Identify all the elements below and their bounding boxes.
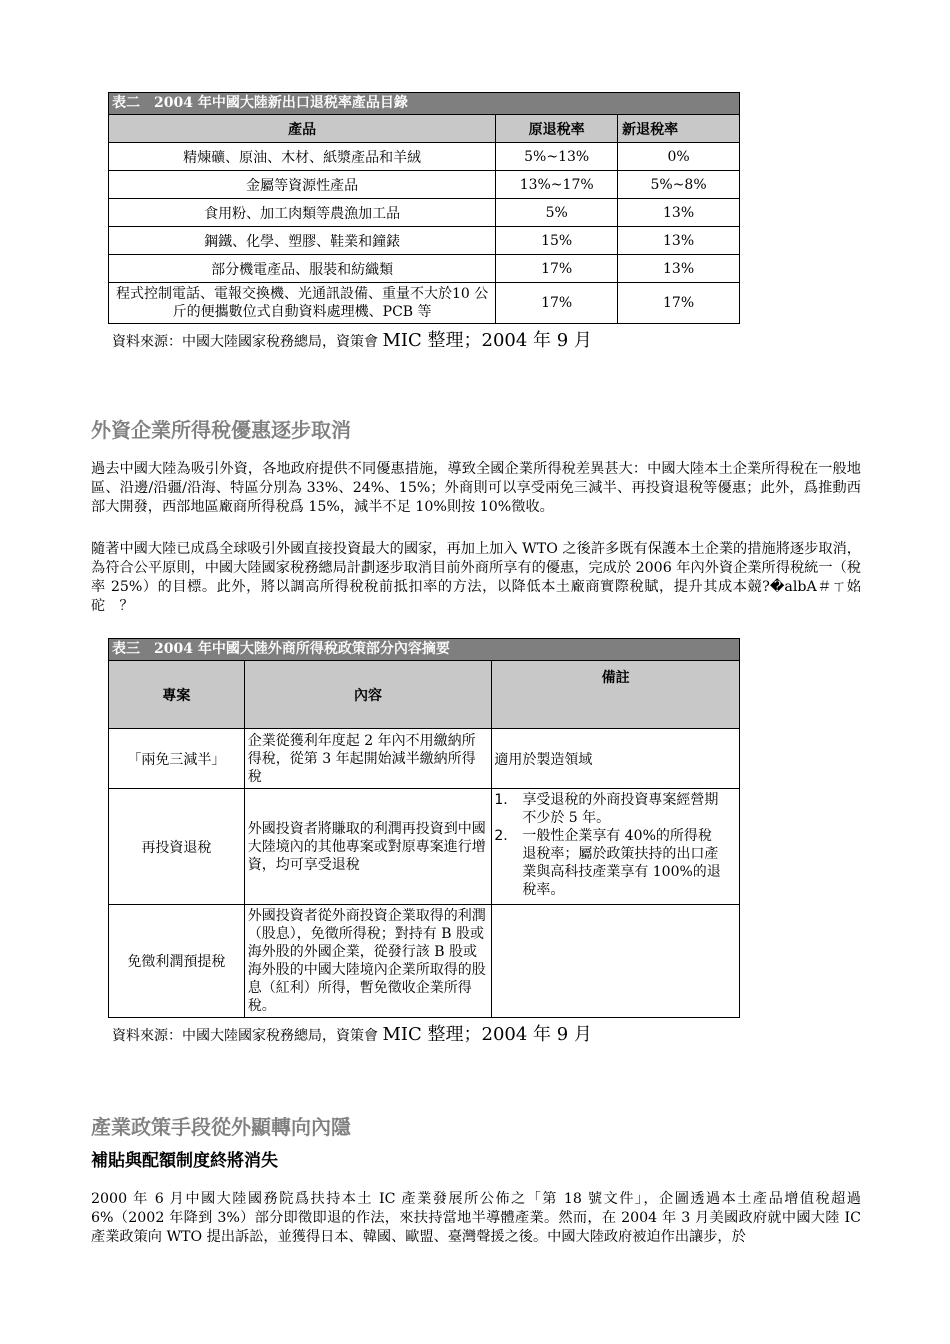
- body-paragraph: 過去中國大陸為吸引外資，各地政府提供不同優惠措施，導致全國企業所得稅差異甚大：中國大陸本土企業所得稅在一般地區、沿邊/沿疆/沿海、特區分別為 33%、24%、15%；外商則可以享受兩免三減半、再投資退稅等優惠；此外，爲推動西部大開發，西部地區廠商所得稅爲 15%，減半不足 10%則按 10%徵收。: [91, 461, 861, 515]
- table-cell: 17%: [496, 255, 618, 283]
- table-cell: 再投資退稅: [109, 789, 245, 905]
- table-cell: 17%: [496, 283, 618, 324]
- list-item: [492, 791, 725, 827]
- table-cell: 免徵利潤預提稅: [109, 905, 245, 1018]
- column-header: 原退稅率: [496, 115, 618, 143]
- list-number: 1.: [494, 792, 508, 808]
- table-cell: [492, 789, 740, 905]
- subsection-heading: 補貼與配額制度終將消失: [91, 1151, 278, 1171]
- table-cell: 鋼鐵、化學、塑膠、鞋業和鐘錶: [109, 227, 496, 255]
- table-cell: [492, 905, 740, 1018]
- table-cell: 5%~13%: [496, 143, 618, 171]
- table-cell: 食用粉、加工肉類等農漁加工品: [109, 199, 496, 227]
- source-suffix: MIC 整理；2004 年 9 月: [382, 330, 592, 351]
- table-cell: 企業從獲利年度起 2 年內不用繳納所得稅，從第 3 年起開始減半繳納所得稅: [244, 729, 492, 789]
- table-cell: 5%~8%: [618, 171, 740, 199]
- table-cell: 13%: [618, 199, 740, 227]
- table-cell: 13%~17%: [496, 171, 618, 199]
- table-cell: 「兩免三減半」: [109, 729, 245, 789]
- section-heading: 外資企業所得稅優惠逐步取消: [91, 418, 351, 442]
- table-cell: 17%: [618, 283, 740, 324]
- column-header: 新退稅率: [618, 115, 740, 143]
- table-source-note: [112, 326, 592, 352]
- source-prefix: 資料來源：中國大陸國家稅務總局，資策會: [112, 1028, 378, 1044]
- body-paragraph: 隨著中國大陸已成爲全球吸引外國直接投資最大的國家，再加上加入 WTO 之後許多既有保護本土企業的措施將逐步取消，為符合公平原則，中國大陸國家稅務總局計劃逐步取消目前外商所享有的優惠，完成於 2006 年內外資企業所得稅統一（稅率 25%）的目標。此外，將以調高所得稅稅前抵扣率的方法，以降低本土廠商實際稅賦，提升其成本競?�albA＃ㄒ姳砣 ？: [91, 541, 861, 614]
- column-header: 備註: [492, 661, 740, 729]
- source-prefix: 資料來源：中國大陸國家稅務總局，資策會: [112, 334, 378, 350]
- table-foreign-tax-policy: [108, 638, 740, 1018]
- table-cell: 金屬等資源性產品: [109, 171, 496, 199]
- table-cell: 5%: [496, 199, 618, 227]
- list-number: 2.: [494, 828, 508, 844]
- column-header: 專案: [109, 661, 245, 729]
- table-cell: 程式控制電話、電報交換機、光通訊設備、重量不大於10 公斤的便攜數位式自動資料處理機、PCB 等: [109, 283, 496, 324]
- list-text: 一般性企業享有 40%的所得稅退稅率；屬於政策扶持的出口產業與高科技產業享有 100%的退稅率。: [522, 828, 721, 898]
- table-cell: 13%: [618, 255, 740, 283]
- table-cell: 15%: [496, 227, 618, 255]
- section-heading: 產業政策手段從外顯轉向內隱: [91, 1115, 351, 1139]
- table-cell: 部分機電產品、服裝和紡織類: [109, 255, 496, 283]
- column-header: 內容: [244, 661, 492, 729]
- column-header: 產品: [109, 115, 496, 143]
- source-suffix: MIC 整理；2004 年 9 月: [382, 1024, 592, 1045]
- table-cell: 13%: [618, 227, 740, 255]
- list-item: [492, 827, 725, 899]
- table-caption: 表三 2004 年中國大陸外商所得稅政策部分內容摘要: [109, 639, 740, 661]
- table-caption: 表二 2004 年中國大陸新出口退税率產品目錄: [109, 93, 740, 115]
- list-text: 享受退稅的外商投資專案經營期不少於 5 年。: [522, 792, 719, 826]
- table-export-rebate: [108, 92, 740, 324]
- table-source-note: [112, 1020, 592, 1046]
- table-cell: 外國投資者從外商投資企業取得的利潤（股息），免徵所得稅；對持有 B 股或海外股的外國企業，從發行該 B 股或海外股的中國大陸境內企業所取得的股息（紅利）所得，暫免徵收企業所得稅。: [244, 905, 492, 1018]
- body-paragraph: 2000 年 6 月中國大陸國務院爲扶持本土 IC 產業發展所公佈之「第 18 號文件」，企圖透過本土產品增值稅超過 6%（2002 年降到 3%）部分即徵即退的作法，來扶持當地半導體產業。然而，在 2004 年 3 月美國政府就中國大陸 IC 產業政策向 WTO 提出訴訟，並獲得日本、韓國、歐盟、臺灣聲援之後。中國大陸政府被迫作出讓步，於: [91, 1191, 861, 1245]
- table-cell: 外國投資者將賺取的利潤再投資到中國大陸境內的其他專案或對原專案進行增資，均可享受退稅: [244, 789, 492, 905]
- table-cell: 0%: [618, 143, 740, 171]
- table-cell: 適用於製造領域: [492, 729, 740, 789]
- table-cell: 精煉礦、原油、木材、紙漿產品和羊絨: [109, 143, 496, 171]
- note-list: [492, 791, 725, 899]
